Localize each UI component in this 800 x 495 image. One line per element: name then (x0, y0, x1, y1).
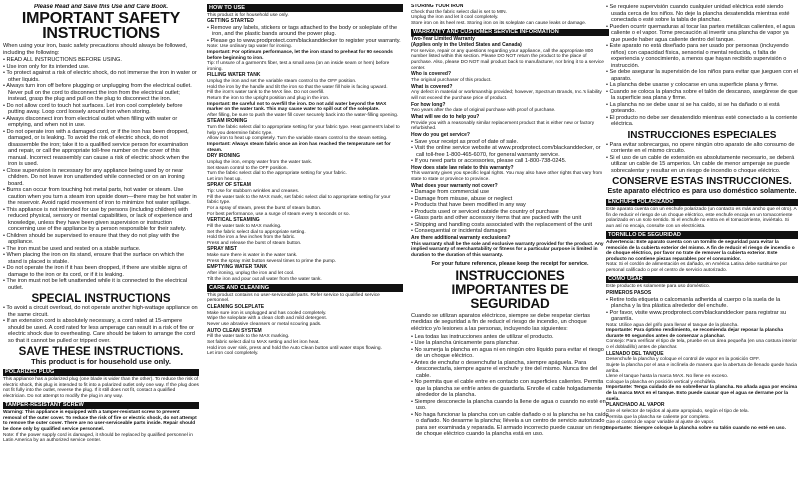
es-preheat-important: Importante: Para óptimo rendimiento, se recomienda dejar reposar la plancha durante 90 segundos antes de comenzar a planchar. (606, 328, 784, 339)
es-safety-item: • No permita que el cable entre en contacto con superficies calientes. Permita que la plancha se enfríe antes de guardarla. Enrolle el cable holgadamente alrededor de la plancha. (411, 379, 609, 399)
storing-step: Check that the fabric select dial is set to MIN. (411, 9, 507, 15)
vertical-step: Set the fabric select dial to appropriate setting. (207, 229, 306, 235)
special-instructions-title: SPECIAL INSTRUCTIONS (31, 293, 171, 306)
dry-step: Unplug the iron, empty water from the water tank. (207, 159, 313, 165)
english-how-to-use-column (207, 4, 403, 491)
es-safety-item: • No sumerja la plancha en agua ni en ningún otro líquido para evitar el riesgo de un choque eléctrico. (411, 347, 609, 360)
vertical-steaming-heading: VERTICAL STEAMING (207, 217, 260, 224)
two-year-warranty-subtitle: (Applies only in the United States and Canada) (411, 41, 522, 48)
service-item: • If you need parts or accessories, please call 1-800-738-0245. (411, 158, 609, 165)
safety-item: • Do not operate iron with a damaged cord, or if the iron has been dropped, damaged, or is leaking. To avoid the risk of electric shock, do not disassemble the iron; take it to a qualified service person for examination and repair, or call the appropriate toll-free number on the cover of this manual. Incorrect reassembly can cause a risk of electric shock when the iron is used. (3, 129, 199, 168)
es-filling-step: Sujete la plancha por el asa e inclínela de manera que la abertura de llenado quede hacia arriba. (606, 362, 797, 374)
es-steam-heading: PLANCHADO AL VAPOR (606, 402, 665, 409)
service-list (411, 139, 609, 165)
spray-of-steam-heading: SPRAY OF STEAM (207, 182, 251, 189)
safety-item: • Burns can occur from touching hot metal parts, hot water or steam. Use caution when you turn a steam iron upside down—there may be hot water in the reservoir. Avoid rapid movement of iron to minimize hot water spillage. (3, 187, 199, 207)
es-safety-item: • Siempre desconecte la plancha cuando la llene de agua o cuando no esté en uso. (411, 399, 609, 412)
es-safety-item: • Se debe asegurar la supervisión de los niños para evitar que jueguen con el aparato. (606, 69, 798, 82)
not-covered-item: • Shipping and handling costs associated with the replacement of the unit (411, 222, 609, 229)
polarized-plug-text: This appliance has a polarized plug (one blade is wider than the other). To reduce the risk of electric shock, this plug is intended to fit into a polarized outlet only one way. If the plug does not fit fully into the outlet, reverse the plug. If it still does not fit, contact a qualified electrician. Do not attempt to modify the plug in any way. (3, 377, 199, 400)
how-to-use-heading: HOW TO USE (207, 4, 403, 12)
es-safety-item: • Se requiere supervisión cuando cualquier unidad eléctrica esté siendo usada cerca de los niños. No deje la plancha desatendida mientras esté conectada o esté sobre la tabla de planchar. (606, 4, 798, 24)
es-special-item: • Si el uso de un cable de extensión es absolutamente necesario, se deberá utilizar un cable de 15 amperios. Un cable de menor amperaje se puede sobrecalentar y resultar en un riesgo de incendio o choque eléctrico. (606, 155, 798, 175)
service-item: • Visit the online service website at www.prodprotect.com/blackanddecker, or call toll-free 1-800-465-6070, for general warranty service. (411, 145, 609, 158)
dry-step: Set steam control to the OFF position. (207, 165, 288, 171)
es-getting-started-list (606, 297, 798, 323)
filling-step: Return the iron to the upright position and plug in the iron. (207, 96, 330, 102)
es-how-to-use-heading: COMO USAR (606, 276, 798, 284)
soleplate-step: Wipe the soleplate with a clean cloth and mild detergent. (207, 316, 327, 322)
spray-mist-heading: SPRAY MIST (207, 246, 238, 253)
soleplate-step: Make sure iron is unplugged and has cooled completely. (207, 310, 327, 316)
title-note: Please Read and Save this Use and Care Book. (33, 4, 169, 10)
exclusions-text: This warranty shall be the sole and exclusive warranty provided for the product. Any implied warranty of merchantability or fitness for a particular purpose is limited in duration to the duration of this warranty. (411, 241, 604, 258)
filling-heading: FILLING WATER TANK (207, 72, 261, 79)
cleaning-soleplate-heading: CLEANING SOLEPLATE (207, 304, 265, 311)
filling-step: Hold the iron by the handle and tilt the iron so that the water fill hole is facing upward. (207, 84, 388, 90)
safety-item: • Children should be supervised to ensure that they do not play with the appliance. (3, 233, 199, 246)
how-to-use-note: This product is for household use only. (207, 12, 289, 18)
exclusions-heading: Are there additional warranty exclusions? (411, 234, 511, 241)
es-steam-important: Importante: Siempre coloque la plancha sobre su talón cuando no esté en uso. (606, 425, 786, 431)
special-item: • If an extension cord is absolutely necessary, a cord rated at 15-ampere should be used. A cord rated for less amperage can result in a risk of fire or electric shock due to overheating. Care should be taken to arrange the cord so that it cannot be pulled or tripped over. (3, 318, 199, 344)
spray-mist-step: Press the spray mist button several times to prime the pump. (207, 258, 337, 264)
getting-started-item: • Please go to www.prodprotect.com/blackanddecker to register your warranty. (207, 38, 403, 45)
service-item: • Save your receipt as proof of date of sale. (411, 139, 609, 146)
es-tamper-text: Advertencia: Este aparato cuenta con un tornillo de seguridad para evitar la remoción de la cubierta exterior del mismo. A fin de reducir el riesgo de incendio o de choque eléctrico, por favor no trate de remover la cubierta exterior. Este producto no contiene piezas reparables por el consumidor. (606, 240, 795, 262)
es-safety-title-line2: IMPORTANTES DE SEGURIDAD (451, 281, 569, 311)
safety-item: • Always disconnect iron from electrical outlet when filling with water or emptying, and when not in use. (3, 116, 199, 129)
es-safety-item: • Cuando se coloca la plancha sobre el talón de descanso, asegúrese de que la superficie sea plana y firme. (606, 89, 798, 102)
spray-step: For a spray of steam, press the burst of steam button. (207, 205, 322, 211)
filling-step: Fill the iron's water tank to the MAX line. Do not overfill. (207, 90, 325, 96)
auto-clean-step: Let iron cool completely. (207, 351, 259, 357)
not-covered-list (411, 189, 609, 235)
es-steam-step: Gire el control de vapor variable al ajuste de vapor. (606, 420, 715, 426)
spray-step: For best performance, use a surge of steam every 5 seconds or so. (207, 211, 350, 217)
tap-water-note: Note: Use ordinary tap water for ironing. (207, 44, 293, 50)
es-filling-heading: LLENADO DEL TANQUE (606, 350, 664, 357)
es-getting-started-item: • Retire toda etiqueta o calcomanía adherida al cuerpo o la suela de la plancha y la tira plástica alrededor del enchufe. (606, 297, 798, 310)
not-covered-item: • Consequential or incidental damages (411, 228, 609, 235)
es-safety-item: • Este aparato no está diseñado para ser usado por personas (incluyendo niños) con capacidad física, sensorial o mental reducida, o falta de experiencia y conocimiento, a menos que hayan recibido supervisión o instrucción. (606, 43, 798, 69)
preheat-important: Important: For optimum performance, let the iron stand to preheat for 90 seconds before beginning to iron. (207, 50, 393, 61)
care-intro: This product contains no user-serviceable parts. Refer service to qualified service personnel. (207, 292, 380, 304)
es-safety-intro: Cuando se utilizan aparatos eléctricos, siempre se debe respetar ciertas medidas de seguridad a fin de reducir el riesgo de incendio, un choque eléctrico y/o lesiones a las personas, incluyendo las siguientes: (411, 312, 591, 332)
es-tamper-heading: TORNILLO DE SEGURIDAD (606, 231, 798, 239)
es-safety-item: • No haga funcionar la plancha con un cable dañado o si la plancha se ha caído o dañado. No desarme la plancha; llévela a un centro de servicio autorizado para ser examinada y reparada. El armado incorrecto puede causar un riesgo de choque eléctrico cuando la plancha está en uso. (411, 412, 609, 438)
steam-step: Allow iron to heat up completely. Turn the variable steam control to the steam setting. (207, 136, 388, 142)
what-covered-text: Any defect in material or workmanship provided; however, Spectrum Brands, Inc.'s liability will not exceed the purchase price of product. (411, 90, 602, 101)
state-law-heading: How does state law relate to this warranty? (411, 164, 514, 171)
save-instructions-title: SAVE THESE INSTRUCTIONS. (18, 346, 184, 359)
warranty-column (411, 4, 609, 491)
vertical-step: Press and release the burst of steam button. (207, 240, 302, 246)
state-law-text: This warranty gives you specific legal rights. You may also have other rights that vary from state to state or province to province. (411, 171, 603, 183)
auto-clean-heading: AUTO CLEAN SYSTEM (207, 327, 262, 334)
es-steam-step: Permita que la plancha se caliente por completo. (606, 414, 710, 420)
safety-item: • This appliance is not intended for use by persons (including children) with reduced physical, sensory or mental capabilities, or lack of experience and knowledge, unless they have been given supervision or instruction concerning use of the appliance by a person responsible for their safety. (3, 207, 199, 233)
filling-step: Unplug the iron and set the variable steam control to the OFF position. (207, 79, 357, 85)
warranty-text: For service, repair or any questions regarding your appliance, call the appropriate 800 number listed within this section. Please DO NOT return the product to the place of purchase. Also, please DO NOT mail product back to manufacturer, nor bring it to a service center. (411, 48, 604, 71)
getting-started-list (207, 25, 403, 45)
safety-list (3, 57, 199, 291)
es-safety-item: • La plancha no se debe usar si se ha caído, si se ha dañado o si está goteando. (606, 102, 798, 115)
es-filling-step: Llene el tanque hasta la marca MAX. No llene en exceso. (606, 374, 729, 380)
storing-heading: STORING YOUR IRON (411, 4, 464, 9)
es-special-list (606, 142, 798, 175)
safety-title-line1: IMPORTANT SAFETY (21, 10, 181, 27)
household-use-note: This product is for household use only. (31, 357, 171, 367)
safety-item: • READ ALL INSTRUCTIONS BEFORE USING. (3, 57, 199, 64)
dry-step: Turn the fabric select dial to the appropriate setting for your fabric. (207, 171, 347, 177)
es-safety-item: • Use la plancha únicamente para planchar. (411, 340, 609, 347)
auto-clean-step: Hold iron over sink, press and hold the Auto Clean button until water stops flowing. (207, 345, 382, 351)
es-how-to-use-note: Este producto es solamente para uso doméstico. (606, 284, 710, 290)
polarized-plug-heading: POLARIZED PLUG (3, 369, 199, 377)
es-safety-item: • Pueden ocurrir quemaduras al tocar las partes metálicas calientes, el agua caliente o el vapor. Tome precaución al invertir una plancha de vapor ya que puede haber agua caliente dentro del tanque. (606, 24, 798, 44)
es-household-note: Este aparato eléctrico es para uso doméstico solamente. (607, 188, 797, 195)
who-covered-heading: Who is covered? (411, 71, 452, 78)
overfill-important: Important: Be careful not to overfill the iron. Do not add water beyond the MAX marker on the water tank. This may cause water to spill out of the soleplate. (207, 101, 387, 113)
steam-important: Important: Always steam fabric once an iron has reached the temperature set for steam. (207, 141, 391, 153)
auto-clean-step: Set fabric select dial to MAX setting and let iron heat. (207, 340, 320, 345)
safety-item: • Close supervision is necessary for any appliance being used by or near children. Do not leave iron unattended while connected or on an ironing board. (3, 168, 199, 188)
es-filling-step: Coloque la plancha en posición vertical y enchúfela. (606, 379, 717, 385)
safety-title-line2: INSTRUCTIONS (42, 25, 160, 42)
who-covered-text: The original purchaser of this product. (411, 77, 492, 83)
power-cord-note: Note: If the power supply cord is damaged, it should be replaced by qualified personnel in Latin America by an authorized service center. (3, 432, 193, 444)
warranty-footer: For your future reference, please keep the receipt for service. (431, 260, 589, 267)
safety-item: • When placing the iron on its stand, ensure that the surface on which the stand is placed is stable. (3, 252, 199, 265)
spray-tip: Tip: Use for stubborn wrinkles and creases. (207, 189, 300, 195)
care-cleaning-heading: CARE AND CLEANING (207, 284, 403, 292)
help-text: Provide you with a reasonably similar replacement product that is either new or factory refurbished. (411, 120, 595, 132)
auto-clean-step: Fill the water tank to the MAX marking. (207, 334, 290, 340)
es-tap-water-note: Nota: Utilice agua del grifo para llenar el tanque de la plancha. (606, 322, 739, 328)
es-overfill-important: Importante: Tenga cuidado de no sobrellenar la plancha. No añada agua por encima de la marca MAX en el tanque. Esto puede causar que el agua se derrame por la suela. (606, 385, 798, 402)
tamper-screw-heading: TAMPER-RESISTANT SCREW (3, 402, 199, 410)
es-polarized-heading: ENCHUFE POLARIZADO (606, 199, 798, 207)
storing-step: Store iron on its heel rest. Storing iron on its soleplate can cause leaks or damage. (411, 20, 587, 26)
safety-item: • Do not allow cord to touch hot surfaces. Let iron cool completely before putting away. Loop cord loosely around iron when storing. (3, 103, 199, 116)
es-cord-note: Nota: Si el cordón de alimentación es dañado, en América Latina debe sustituirse por personal calificado o por el centro de servicio autorizado. (606, 262, 788, 274)
es-polarized-text: Este aparato cuenta con un enchufe polarizado (un contacto es más ancho que el otro). A fin de reducir el riesgo de un choque eléctrico, este enchufe encaja en un tomacorriente polarizado en un solo sentido. Si el enchufe no entra en el tomacorriente, inviértalo. Si aun así no encaja, consulte con un electricista. (606, 207, 797, 229)
spanish-column (606, 4, 798, 491)
getting-started-heading: GETTING STARTED (207, 18, 254, 25)
emptying-step: After ironing, unplug the iron and let cool. (207, 271, 295, 277)
not-covered-item: • Damage from misuse, abuse or neglect (411, 196, 609, 203)
es-filling-step: Desenchufe la plancha y coloque el control de vapor en la posición OFF. (606, 357, 760, 363)
es-safety-item: • La plancha debe usarse y colocarse en una superficie plana y firme. (606, 82, 798, 89)
es-getting-started-item: • Por favor, visite www.prodprotect.com/blackanddecker para registrar su garantía. (606, 310, 798, 323)
special-list (3, 305, 199, 344)
refill-note: After filling, be sure to push the water fill cover securely back into the water-filling opening. (207, 112, 399, 118)
es-safety-list-continued (606, 4, 798, 128)
steam-step: Turn the fabric select dial to appropriate setting for your fabric type. Heat garment's label to help you determine fabric type. (207, 125, 400, 136)
emptying-step: Tilt the iron and pour out all water from the water tank. (207, 276, 322, 282)
es-getting-started-heading: PRIMEROS PASOS (606, 289, 652, 296)
service-heading: How do you get service? (411, 131, 470, 138)
two-year-warranty-title: Two-Year Limited Warranty (411, 36, 475, 43)
safety-intro: When using your iron, basic safety precautions should always be followed, including the following: (3, 43, 188, 56)
safety-item: • Use iron only for its intended use. (3, 64, 199, 71)
not-covered-item: • Products used or serviced outside the country of purchase (411, 209, 609, 216)
safety-item: • The iron must be used and rested on a stable surface. (3, 246, 199, 253)
steam-ironing-heading: STEAM IRONING (207, 118, 248, 125)
spray-mist-step: Make sure there is water in the water tank. (207, 253, 298, 259)
dry-step: Let iron heat up. (207, 176, 242, 182)
es-special-title: INSTRUCCIONES ESPECIALES (627, 129, 777, 141)
tamper-screw-text: Warning: This appliance is equipped with a tamper-resistant screw to prevent removal of the outer cover. To reduce the risk of fire or electric shock, do not attempt to remove the outer cover. There are no user-serviceable parts inside. Repair should be done only by qualified service personnel. (3, 410, 197, 433)
es-save-title: CONSERVE ESTAS INSTRUCCIONES. (612, 176, 792, 187)
vertical-step: Hold the iron a few inches from the fabric. (207, 235, 296, 241)
soleplate-step: Never use abrasive cleansers or metal scouring pads. (207, 322, 322, 328)
what-covered-heading: What is covered? (411, 83, 453, 90)
vertical-step: Fill the water tank to MAX marking. (207, 223, 282, 229)
fabric-tip: Tip: If unsure of a garment's fiber, test a small area (on an inside seam or hem) before ironing. (207, 61, 390, 72)
es-safety-title-line1: INSTRUCCIONES (455, 267, 565, 283)
es-safety-item: • Antes de enchufar o desenchufar la plancha, siempre apáguela. Para desconectarla, siempre agarre el enchufe y tire del mismo. Nunca tire del cable. (411, 360, 609, 380)
help-heading: What will we do to help you? (411, 113, 480, 120)
es-safety-item: • Lea todas las instrucciones antes de utilizar el producto. (411, 334, 609, 341)
not-covered-heading: What does your warranty not cover? (411, 182, 498, 189)
spray-step: Fill the water tank to the MAX mark, set fabric select dial to appropriate setting for your fabric type. (207, 194, 391, 206)
es-steam-step: Gire el selector de tejidos al ajuste apropiado, según el tipo de tela. (606, 408, 749, 414)
not-covered-item: • Damage from commercial use (411, 189, 609, 196)
getting-started-item: • Remove any labels, stickers or tags attached to the body or soleplate of the iron, and the plastic bands around the power plug. (207, 25, 403, 38)
safety-item: • Always turn iron off before plugging or unplugging from the electrical outlet. Never pull on the cord to disconnect the iron from the electrical outlet; instead, grasp the plug and pull on the plug to disconnect the iron. (3, 83, 199, 103)
how-long-text: Two years after the date of original purchase with proof of purchase. (411, 108, 556, 114)
english-safety-column (3, 4, 199, 491)
es-special-item: • Para evitar sobrecargas, no opere ningún otro aparato de alto consumo de corriente en el mismo circuito. (606, 142, 798, 155)
dry-ironing-heading: DRY IRONING (207, 153, 241, 160)
safety-item: • The iron must not be left unattended while it is connected to the electrical outlet. (3, 278, 199, 291)
emptying-heading: EMPTYING WATER TANK (207, 264, 268, 271)
storing-step: Unplug the iron and let it cool completely. (411, 15, 499, 21)
how-long-heading: For how long? (411, 101, 446, 108)
es-safety-item: • El producto no debe ser desatendido mientras esté conectado a la corriente eléctrica. (606, 115, 798, 128)
warranty-heading: WARRANTY AND CUSTOMER SERVICE INFORMATION (411, 29, 609, 37)
not-covered-item: • Products that have been modified in any way (411, 202, 609, 209)
not-covered-item: • Glass parts and other accessory items that are packed with the unit (411, 215, 609, 222)
safety-item: • Do not operate the iron if it has been dropped, if there are visible signs of damage to the iron or its cord, or if it is leaking. (3, 265, 199, 278)
es-fabric-tip: Consejo: Para verificar el tipo de tela, pruebe en un área pequeña (en una costura interior o el dobladillo) antes de planchar. (606, 339, 797, 350)
safety-item: • To protect against a risk of electric shock, do not immerse the iron in water or other liquids. (3, 70, 199, 83)
special-item: • To avoid a circuit overload, do not operate another high-wattage appliance on the same circuit. (3, 305, 199, 318)
es-safety-list (411, 334, 609, 438)
